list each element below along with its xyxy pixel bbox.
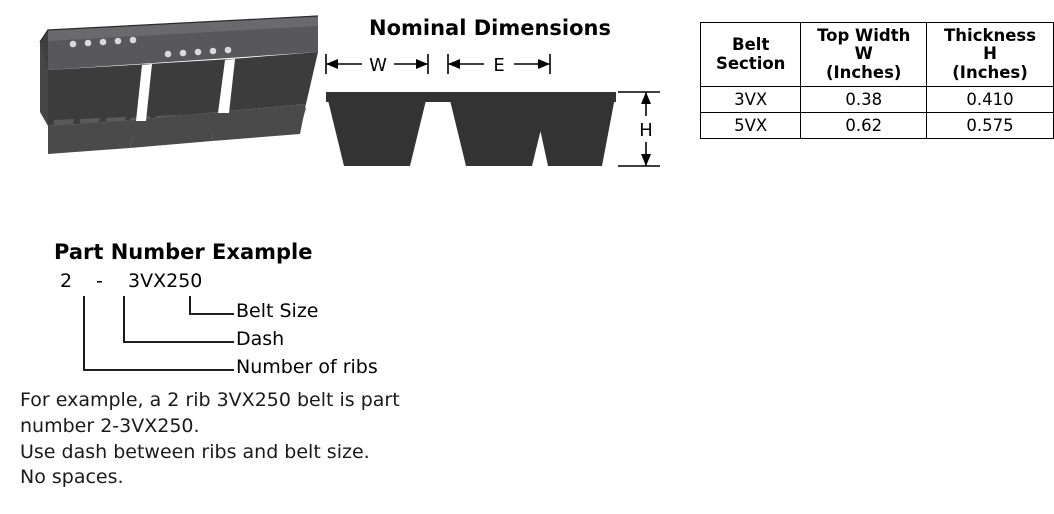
dimension-e-arrow-left <box>448 59 460 69</box>
part-number-token-ribs: 2 <box>60 270 73 292</box>
part-number-token-size: 3VX250 <box>128 270 203 292</box>
belt-rib-1 <box>48 64 148 126</box>
nominal-dimensions-title: Nominal Dimensions <box>369 16 611 40</box>
dimension-e-arrow-right <box>538 59 550 69</box>
header-top-width-line1: Top Width <box>817 26 911 45</box>
example-note-line-3: Use dash between ribs and belt size. <box>20 440 370 463</box>
table-header-row <box>701 23 1054 87</box>
dimension-e-label: E <box>493 55 505 76</box>
header-thickness-line1: Thickness <box>944 26 1037 45</box>
callout-dash: Dash <box>236 328 285 350</box>
table-head <box>701 23 1054 87</box>
belt-illustration <box>18 8 318 188</box>
dimension-h-label: H <box>639 120 653 141</box>
part-number-token-dash: - <box>96 270 103 292</box>
header-thickness <box>927 23 1054 87</box>
header-belt-section-line2: Section <box>715 53 786 73</box>
nominal-dimensions-figure <box>320 8 680 188</box>
leader-ribs <box>84 296 234 370</box>
table-body <box>701 87 1054 139</box>
table-row <box>701 87 1054 113</box>
dimension-h-arrow-top <box>641 92 651 104</box>
header-thickness-line3: (Inches) <box>952 62 1028 82</box>
part-number-example-title: Part Number Example <box>54 240 313 264</box>
dimension-w-label: W <box>369 55 387 76</box>
header-top-width <box>801 23 927 87</box>
dimension-h-arrow-bottom <box>641 154 651 166</box>
header-belt-section-line1: Belt <box>732 35 770 55</box>
example-note-line-2: number 2-3VX250. <box>20 414 200 437</box>
cell-top-width: 0.38 <box>801 87 927 113</box>
callout-belt-size: Belt Size <box>236 300 319 322</box>
header-belt-section <box>701 23 801 87</box>
cell-top-width: 0.62 <box>801 113 927 139</box>
example-note <box>20 388 490 491</box>
leader-dash <box>124 296 234 342</box>
header-top-width-line2: W <box>854 44 873 64</box>
header-thickness-line2: H <box>983 44 997 64</box>
dimension-w-arrow-left <box>326 59 338 69</box>
example-note-line-4: No spaces. <box>20 466 124 489</box>
cell-belt-section: 3VX <box>701 87 801 113</box>
dimension-w-arrow-right <box>416 59 428 69</box>
cell-thickness: 0.410 <box>927 87 1054 113</box>
callout-number-of-ribs: Number of ribs <box>236 356 378 378</box>
nominal-dimensions-svg <box>320 40 680 200</box>
belt-cross-section <box>326 92 616 166</box>
part-number-example <box>18 232 468 412</box>
leader-belt-size <box>190 296 234 314</box>
header-top-width-line3: (Inches) <box>825 62 902 82</box>
cell-thickness: 0.575 <box>927 113 1054 139</box>
cell-belt-section: 5VX <box>701 113 801 139</box>
belt-illustration-svg <box>18 8 318 188</box>
example-note-line-1: For example, a 2 rib 3VX250 belt is part <box>20 389 400 411</box>
belt-spec-table <box>700 22 1054 139</box>
table-row <box>701 113 1054 139</box>
